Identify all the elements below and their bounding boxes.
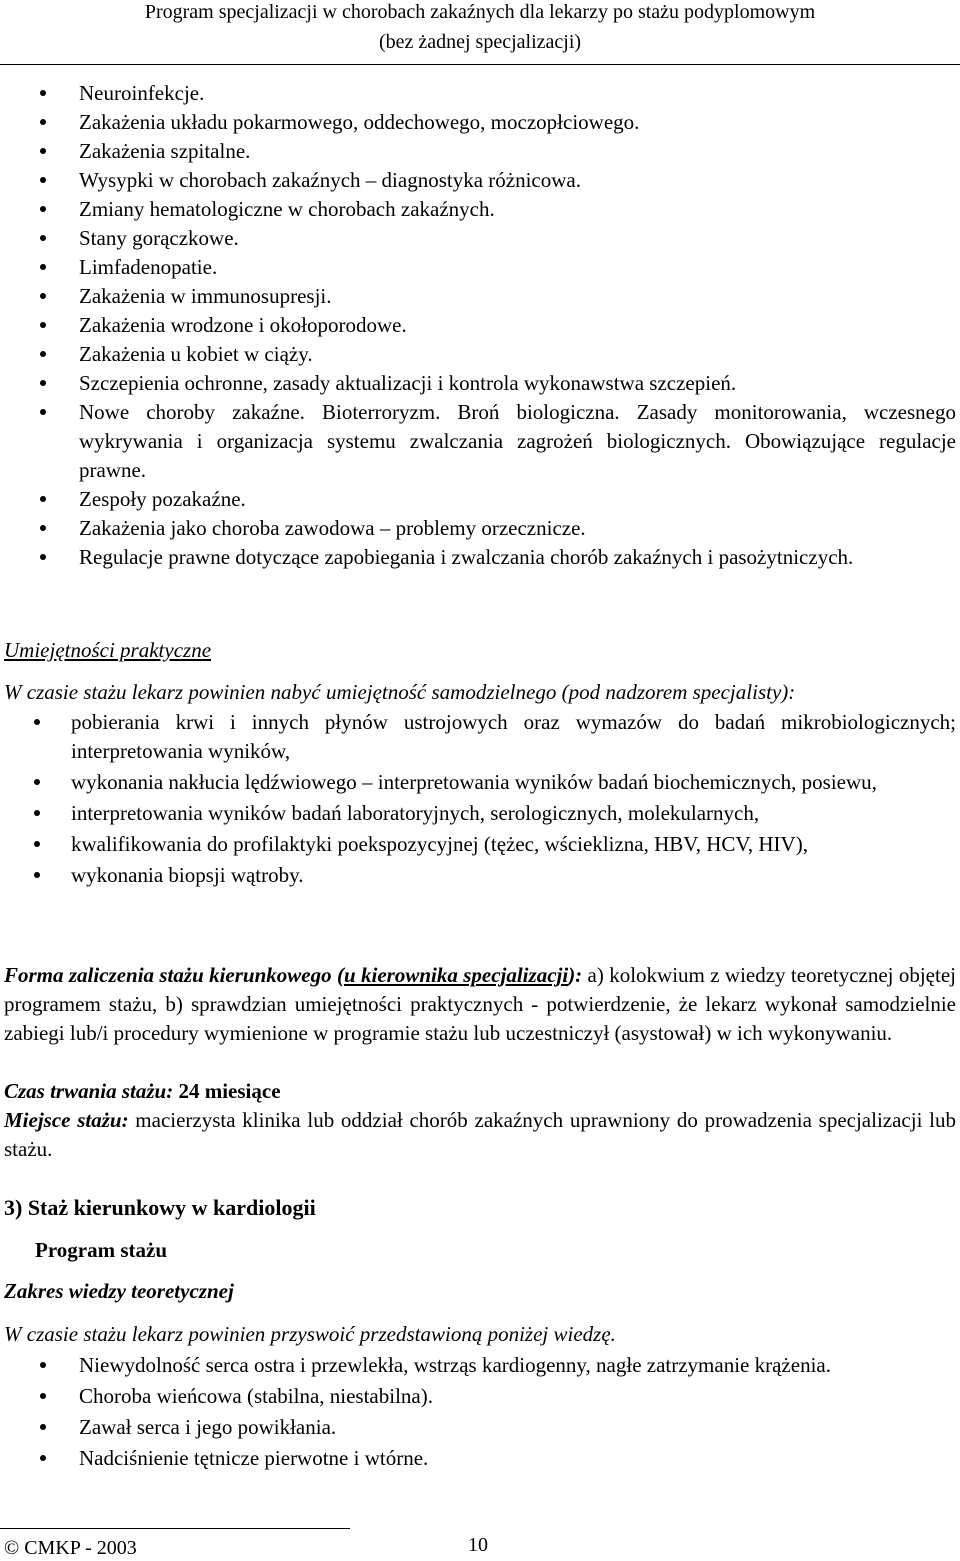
skills-list: [0, 708, 960, 892]
list-item: Zakażenia układu pokarmowego, oddechowego, moczopłciowego.: [0, 108, 960, 137]
header-subtitle: (bez żadnej specjalizacji): [378, 31, 582, 53]
list-item: Szczepienia ochronne, zasady aktualizacji i kontrola wykonawstwa szczepień.: [0, 369, 960, 398]
list-item: Zakażenia w immunosupresji.: [0, 282, 960, 311]
list-item: Zespoły pozakaźne.: [0, 485, 960, 514]
list-item: Wysypki w chorobach zakaźnych – diagnostyka różnicowa.: [0, 166, 960, 195]
list-item: pobierania krwi i innych płynów ustrojowych oraz wymazów do badań mikrobiologicznych; interpretowania wyników,: [0, 708, 960, 766]
completion-paragraph: [4, 961, 956, 1048]
list-item: Neuroinfekcje.: [0, 79, 960, 108]
footer-divider: [0, 1528, 350, 1529]
scope-heading: Zakres wiedzy teoretycznej: [4, 1279, 234, 1303]
list-item: Zakażenia u kobiet w ciąży.: [0, 340, 960, 369]
list-item: Zmiany hematologiczne w chorobach zakaźnych.: [0, 195, 960, 224]
skills-heading: Umiejętności praktyczne: [4, 638, 212, 662]
list-item: Choroba wieńcowa (stabilna, niestabilna).: [0, 1382, 960, 1411]
page-number: 10: [468, 1534, 488, 1556]
place-label: Miejsce stażu:: [4, 1108, 129, 1132]
duration-label: Czas trwania stażu:: [4, 1079, 174, 1103]
header-title: Program specjalizacji w chorobach zakaźnych dla lekarzy po stażu podyplomowym: [144, 1, 816, 23]
place-value: macierzysta klinika lub oddział chorób zakaźnych uprawniony do prowadzenia specjalizacji lub stażu.: [4, 1108, 956, 1161]
list-item: Zakażenia wrodzone i okołoporodowe.: [0, 311, 960, 340]
completion-text: a) kolokwium z wiedzy teoretycznej objętej programem stażu, b) sprawdzian umiejętności praktycznych - potwierdzenie, że lekarz wykonał samodzielnie zabiegi lub/i procedury wymienione w programie stażu lub uczestniczył (asystował) w ich wykonywaniu.: [4, 963, 956, 1045]
list-item: Limfadenopatie.: [0, 253, 960, 282]
header-divider: [0, 64, 960, 65]
list-item: kwalifikowania do profilaktyki poekspozycyjnej (tężec, wścieklizna, HBV, HCV, HIV),: [0, 830, 960, 859]
duration-value: 24 miesiące: [173, 1079, 281, 1103]
list-item: Nadciśnienie tętnicze pierwotne i wtórne.: [0, 1444, 960, 1473]
scope-intro: W czasie stażu lekarz powinien przyswoić przedstawioną poniżej wiedzę.: [4, 1322, 616, 1346]
cardiology-list: [0, 1351, 960, 1475]
place-paragraph: [4, 1106, 956, 1164]
list-item: wykonania nakłucia lędźwiowego – interpretowania wyników badań biochemicznych, posiewu,: [0, 768, 960, 797]
list-item: interpretowania wyników badań laboratoryjnych, serologicznych, molekularnych,: [0, 799, 960, 828]
footer-copyright: © CMKP - 2003: [4, 1537, 137, 1559]
completion-label: Forma zaliczenia stażu kierunkowego (: [4, 963, 344, 987]
list-item: Niewydolność serca ostra i przewlekła, wstrząs kardiogenny, nagłe zatrzymanie krążenia.: [0, 1351, 960, 1380]
list-item: wykonania biopsji wątroby.: [0, 861, 960, 890]
list-item: Zakażenia jako choroba zawodowa – problemy orzecznicze.: [0, 514, 960, 543]
list-item: Nowe choroby zakaźne. Bioterroryzm. Broń biologiczna. Zasady monitorowania, wczesnego wykrywania i organizacja systemu zwalczania zagrożeń biologicznych. Obowiązujące regulacje prawne.: [0, 398, 960, 485]
completion-label-end: ):: [568, 963, 583, 987]
list-item: Zawał serca i jego powikłania.: [0, 1413, 960, 1442]
duration-line: [4, 1077, 956, 1106]
section-title: 3) Staż kierunkowy w kardiologii: [4, 1195, 316, 1220]
list-item: Zakażenia szpitalne.: [0, 137, 960, 166]
topic-list: [0, 79, 960, 572]
program-heading: Program stażu: [35, 1238, 167, 1262]
list-item: Stany gorączkowe.: [0, 224, 960, 253]
list-item: Regulacje prawne dotyczące zapobiegania i zwalczania chorób zakaźnych i pasożytniczych.: [0, 543, 960, 572]
skills-intro: W czasie stażu lekarz powinien nabyć umiejętność samodzielnego (pod nadzorem specjalisty):: [4, 680, 796, 704]
completion-label-underlined: u kierownika specjalizacji: [343, 963, 569, 987]
